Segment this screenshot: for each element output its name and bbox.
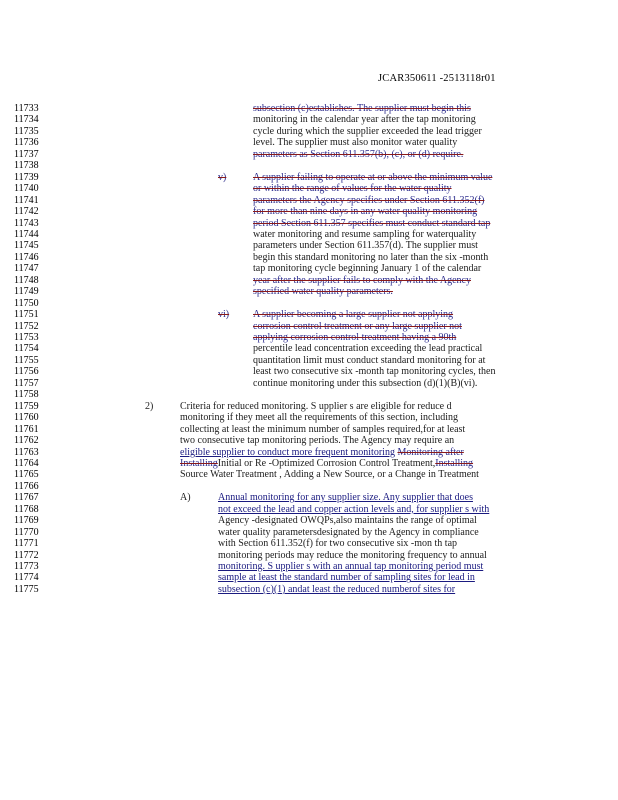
- line-number: 11756: [14, 366, 39, 378]
- line-number: 11772: [14, 549, 39, 561]
- inserted-text: sample at least the standard number of sampling sites for lead in: [218, 572, 475, 584]
- body-text: begin this standard monitoring no later than the six -month: [253, 251, 489, 263]
- line-number: 11744: [14, 228, 39, 240]
- line-text: [253, 104, 471, 114]
- deleted-text: year after the supplier fails to comply with the Agency: [253, 274, 471, 286]
- line-number: 11758: [14, 389, 39, 401]
- inserted-text: monitoring. S upplier s with an annual tap monitoring period must: [218, 561, 484, 572]
- line-number: 11764: [14, 457, 39, 469]
- line-text: [253, 367, 495, 377]
- body-text: monitoring in the calendar year after the tap monitoring: [253, 114, 476, 126]
- line-text: [253, 379, 477, 389]
- line-number: 11745: [14, 240, 39, 252]
- line-text: [180, 448, 464, 458]
- line-number: 11762: [14, 435, 39, 447]
- line-number: 11740: [14, 183, 39, 195]
- item-marker: A): [180, 492, 191, 504]
- line-text: [180, 413, 458, 423]
- line-text: [180, 436, 454, 446]
- deleted-text: parameters as Section 611.357(b), (c), or (d) require.: [253, 148, 464, 160]
- line-text: [180, 402, 452, 412]
- deleted-text: parameters the Agency specifies under Section 611.352(f): [253, 194, 485, 206]
- line-text: [218, 505, 489, 515]
- line-text: [253, 322, 462, 332]
- line-number: 11735: [14, 125, 39, 137]
- body-text: Criteria for reduced monitoring. S upplier s are eligible for reduce d: [180, 400, 452, 412]
- deleted-text: or within the range of values for the water quality: [253, 183, 452, 195]
- line-text: [253, 127, 482, 137]
- line-number: 11771: [14, 538, 39, 550]
- body-text: cycle during which the supplier exceeded the lead trigger: [253, 125, 482, 137]
- body-text: collecting at least the minimum number of samples required,for at least: [180, 423, 466, 435]
- line-text: [253, 173, 492, 183]
- line-text: [253, 138, 457, 148]
- body-text: Source Water Treatment , Adding a New Source, or a Change in Treatment: [180, 469, 479, 481]
- line-number: 11741: [14, 194, 39, 206]
- line-text: [218, 573, 475, 583]
- line-number: 11733: [14, 103, 39, 114]
- line-text: [253, 241, 478, 251]
- line-number: 11737: [14, 148, 39, 160]
- line-text: [253, 115, 476, 125]
- item-marker: vi): [218, 309, 230, 321]
- line-text: [253, 184, 452, 194]
- document-header: JCAR350611 -2513118r01: [378, 73, 496, 84]
- item-marker: 2): [145, 400, 154, 412]
- line-number: 11770: [14, 526, 39, 538]
- line-number: 11738: [14, 160, 39, 172]
- deleted-text: corrosion control treatment or any large supplier not: [253, 320, 462, 332]
- body-text: quantitation limit must conduct standard monitoring for at: [253, 354, 486, 366]
- line-text: [253, 264, 481, 274]
- line-number: 11760: [14, 412, 39, 424]
- line-number: 11755: [14, 354, 39, 366]
- deleted-text: Installing: [180, 457, 218, 469]
- line-text: [218, 551, 487, 561]
- line-number: 11750: [14, 297, 39, 309]
- body-text: Agency -designated OWQPs,also maintains the range of optimal: [218, 515, 477, 527]
- body-text: water quality parametersdesignated by the Agency in compliance: [218, 526, 479, 538]
- line-number: 11754: [14, 343, 39, 355]
- line-text: [253, 333, 456, 343]
- line-text: [218, 493, 473, 503]
- line-number: 11748: [14, 274, 39, 286]
- line-text: [253, 287, 393, 297]
- line-number: 11767: [14, 492, 39, 504]
- body-text: water monitoring and resume sampling for waterquality: [253, 228, 477, 240]
- inserted-text: Annual monitoring for any supplier size. Any supplier that does: [218, 492, 473, 504]
- line-number: 11746: [14, 251, 39, 263]
- line-number: 11747: [14, 263, 39, 275]
- line-number: 11743: [14, 217, 39, 229]
- body-text: monitoring if they meet all the requirements of this section, including: [180, 412, 458, 424]
- line-text: [253, 276, 471, 286]
- inserted-text: eligible supplier to conduct more frequent monitoring: [180, 446, 395, 458]
- deleted-text: subsection (c)establishes. The supplier must begin this: [253, 103, 471, 114]
- deleted-text: A supplier failing to operate at or above the minimum value: [253, 171, 493, 183]
- line-text: [218, 528, 479, 538]
- line-text: [253, 230, 476, 240]
- line-text: [218, 562, 483, 572]
- deleted-text: A supplier becoming a large supplier not applying: [253, 309, 454, 321]
- line-number: 11759: [14, 400, 39, 412]
- line-number: 11761: [14, 423, 39, 435]
- line-number: 11734: [14, 114, 39, 126]
- line-number: 11749: [14, 286, 39, 298]
- line-number: 11763: [14, 446, 39, 458]
- body-text: two consecutive tap monitoring periods. The Agency may require an: [180, 435, 455, 447]
- line-text: [253, 219, 490, 229]
- line-text: [180, 459, 473, 469]
- line-number: 11773: [14, 561, 39, 572]
- line-number: 11753: [14, 332, 39, 343]
- line-number: 11766: [14, 480, 39, 492]
- line-number: 11752: [14, 320, 39, 332]
- body-text: with Section 611.352(f) for two consecutive six -mon th tap: [218, 538, 458, 550]
- deleted-text: applying corrosion control treatment having a 90th: [253, 332, 457, 343]
- inserted-text: not exceed the lead and copper action levels and, for supplier s with: [218, 503, 490, 515]
- line-number: 11768: [14, 503, 39, 515]
- body-text: continue monitoring under this subsection (d)(1)(B)(vi).: [253, 377, 478, 389]
- body-text: parameters under Section 611.357(d). The supplier must: [253, 240, 478, 252]
- inserted-text: subsection (c)(1) andat least the reduced numberof sites for: [218, 583, 456, 595]
- body-text: monitoring periods may reduce the monitoring frequency to annual: [218, 549, 487, 561]
- line-number: 11757: [14, 377, 39, 389]
- line-text: [253, 310, 453, 320]
- line-text: [253, 253, 488, 263]
- line-text: [180, 470, 479, 480]
- body-text: level. The supplier must also monitor water quality: [253, 137, 458, 149]
- line-number: 11765: [14, 469, 39, 481]
- line-number: 11751: [14, 309, 39, 321]
- item-marker: v): [218, 171, 227, 183]
- line-text: [218, 539, 457, 549]
- line-number: 11742: [14, 206, 39, 218]
- line-text: [253, 196, 485, 206]
- line-number: 11775: [14, 583, 39, 595]
- deleted-text: period Section 611.357 specifies must conduct standard tap: [253, 217, 491, 229]
- line-text: [180, 425, 465, 435]
- line-text: [253, 207, 477, 217]
- body-text: least two consecutive six -month tap monitoring cycles, then: [253, 366, 496, 378]
- line-text: [218, 585, 455, 595]
- line-number: 11774: [14, 572, 39, 584]
- line-text: [253, 150, 463, 160]
- deleted-text: Installing: [435, 457, 474, 469]
- line-number: 11736: [14, 137, 39, 149]
- line-number: 11769: [14, 515, 39, 527]
- line-text: [218, 516, 477, 526]
- deleted-text: Monitoring after: [397, 446, 464, 458]
- line-number: 11739: [14, 171, 39, 183]
- deleted-text: specified water quality parameters.: [253, 286, 393, 298]
- line-text: [253, 344, 482, 354]
- body-text: tap monitoring cycle beginning January 1 of the calendar: [253, 263, 482, 275]
- deleted-text: for more than nine days in any water quality monitoring: [253, 206, 478, 218]
- body-text: percentile lead concentration exceeding the lead practical: [253, 343, 483, 355]
- body-text: Initial or Re -Optimized Corrosion Control Treatment,: [217, 457, 436, 469]
- line-text: [253, 356, 485, 366]
